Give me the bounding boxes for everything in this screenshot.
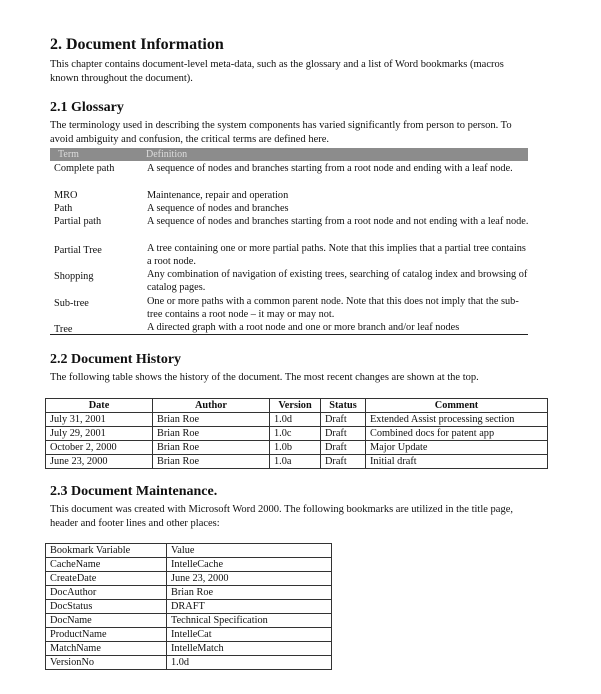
section-intro: This chapter contains document-level meta-data, such as the glossary and a list of Word bookmarks (macros known throughout the document). — [50, 59, 504, 84]
history-version: 1.0d — [270, 413, 321, 427]
history-date: July 29, 2001 — [46, 427, 153, 441]
history-status: Draft — [321, 427, 366, 441]
table-row — [46, 572, 332, 586]
bookmark-variable: CacheName — [46, 558, 167, 572]
section-title: 2. Document Information — [50, 36, 224, 53]
glossary-definition: A sequence of nodes and branches starting from a root node and ending with a leaf node. — [147, 163, 513, 174]
history-version: 1.0c — [270, 427, 321, 441]
table-row — [46, 441, 548, 455]
bookmark-variable: DocName — [46, 614, 167, 628]
history-author: Brian Roe — [153, 441, 270, 455]
history-col-author: Author — [153, 399, 270, 413]
table-row — [46, 427, 548, 441]
bookmark-value: 1.0d — [167, 656, 332, 670]
glossary-header — [50, 148, 528, 161]
table-row — [46, 656, 332, 670]
glossary-col-definition: Definition — [146, 149, 188, 160]
history-version: 1.0b — [270, 441, 321, 455]
bookmark-value: June 23, 2000 — [167, 572, 332, 586]
history-date: July 31, 2001 — [46, 413, 153, 427]
glossary-term: Tree — [54, 324, 73, 335]
table-row — [46, 413, 548, 427]
history-comment: Major Update — [366, 441, 548, 455]
bookmark-variable: ProductName — [46, 628, 167, 642]
bookmark-header-row — [46, 544, 332, 558]
bookmark-value: IntelleCache — [167, 558, 332, 572]
glossary-heading: 2.1 Glossary — [50, 100, 124, 115]
history-author: Brian Roe — [153, 413, 270, 427]
bookmark-value: Technical Specification — [167, 614, 332, 628]
history-author: Brian Roe — [153, 427, 270, 441]
glossary-intro: The terminology used in describing the system components has varied significantly from person to person. To avoid ambiguity and confusion, the critical terms are defined here. — [50, 120, 512, 145]
bookmark-variable: MatchName — [46, 642, 167, 656]
history-date: October 2, 2000 — [46, 441, 153, 455]
glossary-term: Complete path — [54, 163, 115, 174]
glossary-term: Shopping — [54, 271, 94, 282]
bookmark-value: IntelleCat — [167, 628, 332, 642]
maintenance-intro: This document was created with Microsoft Word 2000. The following bookmarks are utilized in the title page, header and footer lines and other places: — [50, 504, 513, 529]
history-version: 1.0a — [270, 455, 321, 469]
glossary-definition: Any combination of navigation of existing trees, searching of catalog index and browsing of catalog pages. — [147, 269, 528, 293]
table-row — [46, 642, 332, 656]
history-status: Draft — [321, 413, 366, 427]
glossary-definition: A directed graph with a root node and one or more branch and/or leaf nodes — [147, 322, 460, 333]
history-date: June 23, 2000 — [46, 455, 153, 469]
glossary-col-term: Term — [58, 149, 79, 160]
glossary-definition: A sequence of nodes and branches starting from a root node and not ending with a leaf node. — [147, 216, 529, 227]
table-row — [46, 614, 332, 628]
glossary-term: MRO — [54, 190, 78, 201]
history-author: Brian Roe — [153, 455, 270, 469]
bookmark-variable: DocAuthor — [46, 586, 167, 600]
history-status: Draft — [321, 441, 366, 455]
table-row — [46, 600, 332, 614]
history-col-comment: Comment — [366, 399, 548, 413]
bookmark-variable: CreateDate — [46, 572, 167, 586]
history-comment: Extended Assist processing section — [366, 413, 548, 427]
maintenance-heading: 2.3 Document Maintenance. — [50, 484, 218, 499]
history-col-date: Date — [46, 399, 153, 413]
bookmark-value: Brian Roe — [167, 586, 332, 600]
glossary-term: Partial Tree — [54, 245, 102, 256]
history-col-version: Version — [270, 399, 321, 413]
bookmark-variable: VersionNo — [46, 656, 167, 670]
history-comment: Initial draft — [366, 455, 548, 469]
bookmark-table — [45, 543, 332, 670]
glossary-bottom-rule — [50, 334, 528, 335]
history-table — [45, 398, 548, 469]
glossary-definition: Maintenance, repair and operation — [147, 190, 289, 201]
table-row — [46, 455, 548, 469]
bookmark-value: DRAFT — [167, 600, 332, 614]
table-row — [46, 586, 332, 600]
history-status: Draft — [321, 455, 366, 469]
bookmark-col-value: Value — [167, 544, 332, 558]
bookmark-col-variable: Bookmark Variable — [46, 544, 167, 558]
glossary-definition: One or more paths with a common parent node. Note that this does not imply that the sub-tree contains a root node – it may or may not. — [147, 296, 519, 320]
table-row — [46, 558, 332, 572]
table-row — [46, 628, 332, 642]
glossary-definition: A tree containing one or more partial paths. Note that this implies that a partial tree contains a root node. — [147, 243, 526, 267]
bookmark-value: IntelleMatch — [167, 642, 332, 656]
history-header-row — [46, 399, 548, 413]
glossary-term: Sub-tree — [54, 298, 89, 309]
glossary-term: Path — [54, 203, 73, 214]
history-col-status: Status — [321, 399, 366, 413]
history-intro: The following table shows the history of the document. The most recent changes are shown at the top. — [50, 372, 479, 383]
glossary-term: Partial path — [54, 216, 102, 227]
history-heading: 2.2 Document History — [50, 352, 182, 367]
glossary-definition: A sequence of nodes and branches — [147, 203, 289, 214]
bookmark-variable: DocStatus — [46, 600, 167, 614]
history-comment: Combined docs for patent app — [366, 427, 548, 441]
